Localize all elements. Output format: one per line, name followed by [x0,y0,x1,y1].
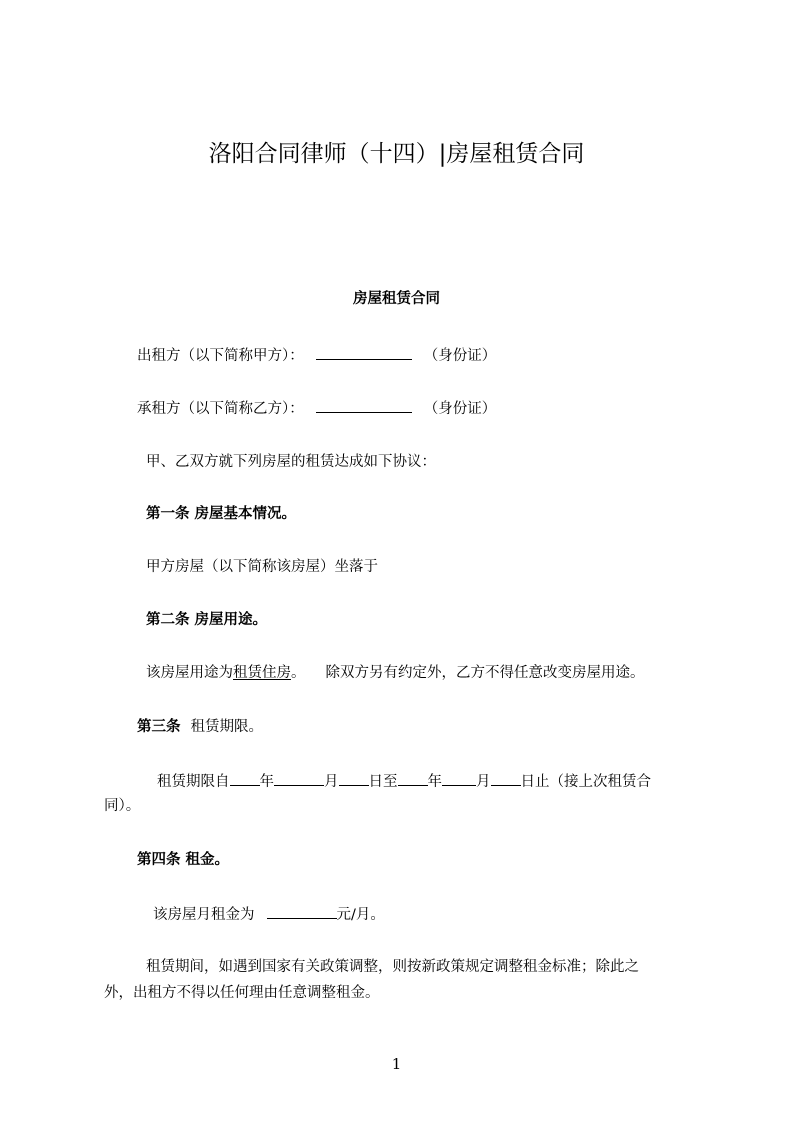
rent-blank [267,906,337,919]
article2-text-suffix: 。 [291,665,306,681]
term-year1: 年 [259,774,274,790]
lessor-blank [316,347,412,360]
term-day1-blank [339,773,369,786]
article2-text-prefix: 该房屋用途为 [146,665,233,681]
article1-text: 甲方房屋（以下简称该房屋）坐落于 [146,559,378,575]
term-year2: 年 [427,774,442,790]
article2-text [146,666,645,681]
article3-title-suffix: 租赁期限。 [190,719,263,735]
lessee-label: 承租方（以下简称乙方）： [137,401,304,417]
article3-term-cont: 同）。 [104,798,141,814]
term-day-end: 日止（接上次租赁合 [520,774,651,790]
article2-clause: 除双方另有约定外，乙方不得任意改变房屋用途。 [325,665,645,681]
article4-title: 第四条 租金。 [137,852,230,868]
term-month1: 月 [324,774,339,790]
term-day-to: 日至 [368,774,398,790]
term-year1-blank [230,773,260,786]
rent-prefix: 该房屋月租金为 [153,907,255,923]
article4-rent-line [153,906,385,923]
article3-title: 第三条 [137,719,181,735]
article1-title: 第一条 房屋基本情况。 [146,506,297,522]
term-month2: 月 [476,774,491,790]
lessee-id-note: （身份证） [423,401,497,417]
term-month2-blank [442,773,476,786]
lessor-id-note: （身份证） [423,348,497,364]
rent-unit: 元/月。 [336,907,385,923]
term-start: 租赁期限自 [157,774,230,790]
article3-title-line [137,720,263,735]
article2-usage: 租赁住房 [233,665,291,681]
agreement-text: 甲、乙双方就下列房屋的租赁达成如下协议： [146,454,436,470]
lessor-line [137,347,496,364]
term-day2-blank [491,773,521,786]
article4-adjust-line2: 外，出租方不得以任何理由任意调整租金。 [104,985,380,1001]
article3-term-line [157,773,651,790]
term-month1-blank [274,773,324,786]
contract-heading: 房屋租赁合同 [353,291,440,307]
lessee-line [137,400,496,417]
lessee-blank [316,400,412,413]
article4-adjust-line1: 租赁期间，如遇到国家有关政策调整，则按新政策规定调整租金标准；除此之 [146,959,639,975]
document-title: 洛阳合同律师（十四）|房屋租赁合同 [208,141,585,167]
page-number: 1 [391,1055,402,1073]
article2-title: 第二条 房屋用途。 [146,612,268,628]
term-year2-blank [398,773,428,786]
lessor-label: 出租方（以下简称甲方）： [137,348,304,364]
